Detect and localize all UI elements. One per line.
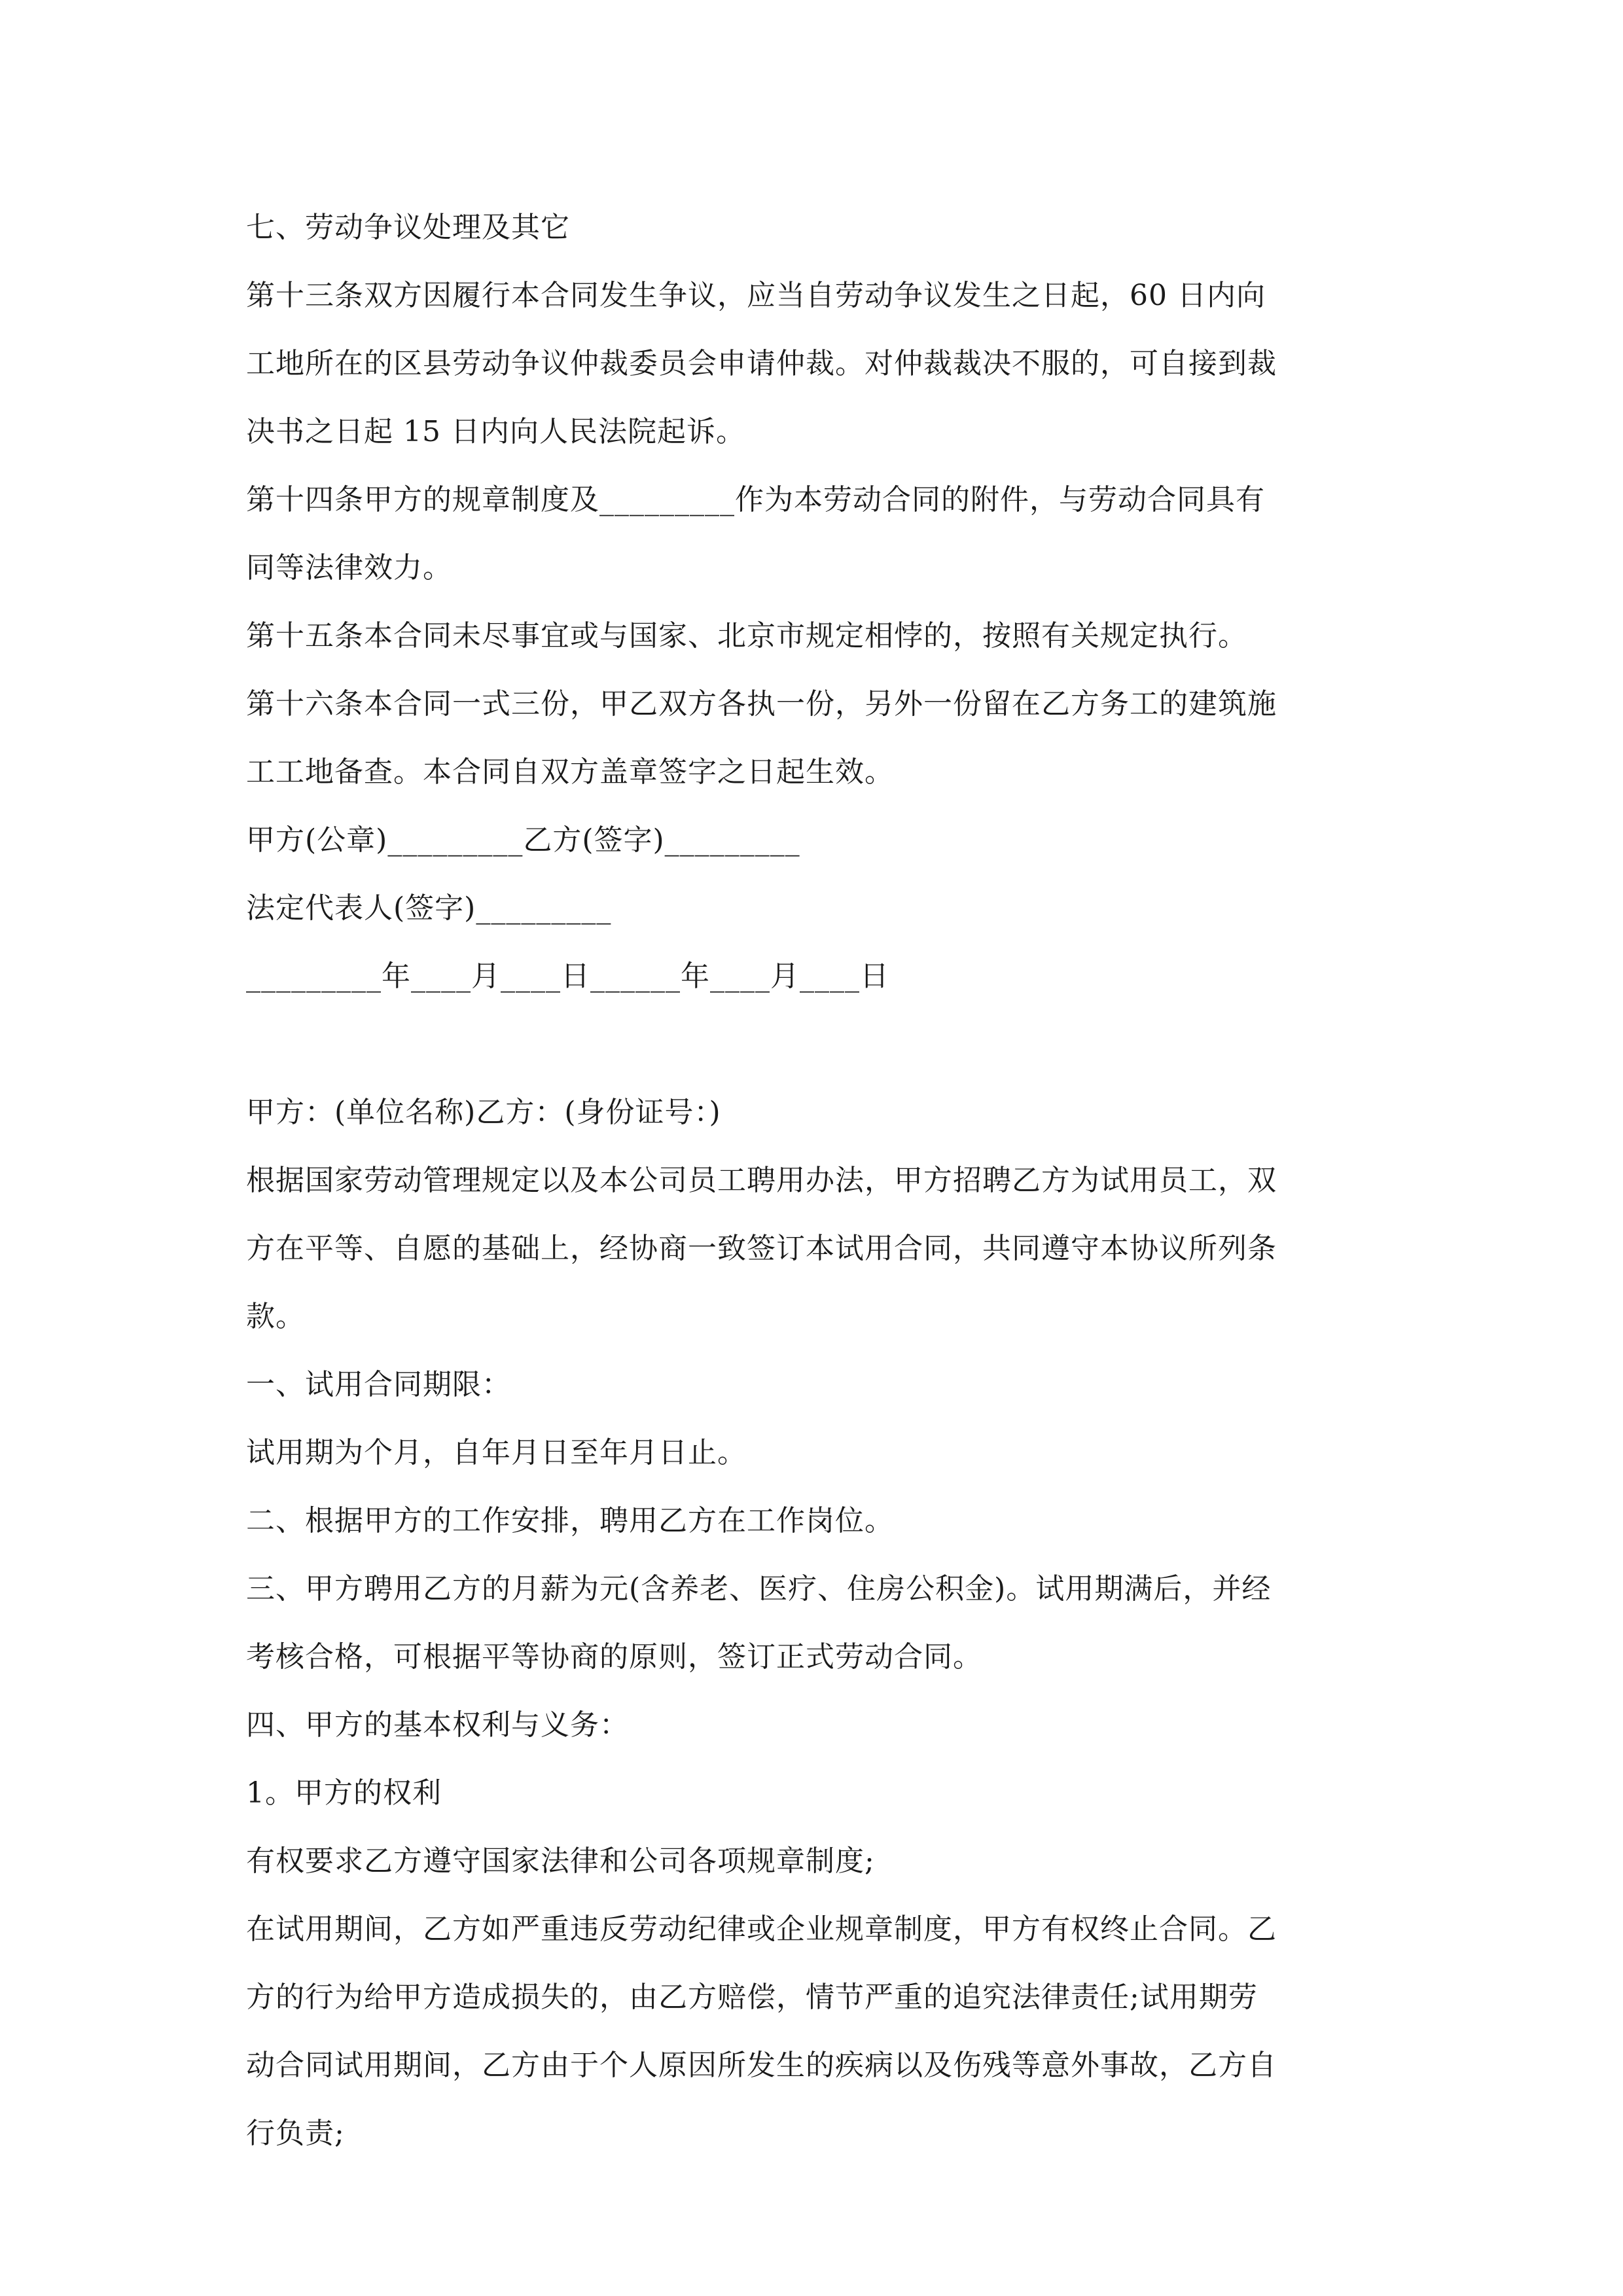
paragraph-line: 试用期为个月，自年月日至年月日止。 xyxy=(246,1436,747,1469)
paragraph-line: 三、甲方聘用乙方的月薪为元(含养老、医疗、住房公积金)。试用期满后，并经 xyxy=(246,1572,1272,1605)
paragraph-line: 第十五条本合同未尽事宜或与国家、北京市规定相悖的，按照有关规定执行。 xyxy=(246,619,1247,653)
paragraph-line: 方的行为给甲方造成损失的，由乙方赔偿，情节严重的追究法律责任;试用期劳 xyxy=(246,1981,1258,2014)
section-labor-dispute xyxy=(246,194,1387,1011)
paragraph-line: 第十六条本合同一式三份，甲乙双方各执一份，另外一份留在乙方务工的建筑施 xyxy=(246,687,1277,721)
paragraph-line: 决书之日起 15 日内向人民法院起诉。 xyxy=(246,415,745,448)
paragraph-line: 行负责; xyxy=(246,2117,345,2150)
section-gap xyxy=(246,1011,1387,1079)
paragraph-line: 工工地备查。本合同自双方盖章签字之日起生效。 xyxy=(246,755,894,789)
parties-line: 甲方：(单位名称)乙方：(身份证号：) xyxy=(246,1096,721,1129)
paragraph-line: 款。 xyxy=(246,1300,305,1333)
subsection-heading: 1。甲方的权利 xyxy=(246,1776,442,1810)
paragraph-line: 考核合格，可根据平等协商的原则，签订正式劳动合同。 xyxy=(246,1640,982,1674)
paragraph-line: 动合同试用期间，乙方由于个人原因所发生的疾病以及伤残等意外事故，乙方自 xyxy=(246,2049,1277,2082)
paragraph-line: 方在平等、自愿的基础上，经协商一致签订本试用合同，共同遵守本协议所列条 xyxy=(246,1232,1277,1265)
paragraph-line: 同等法律效力。 xyxy=(246,551,452,584)
document-page xyxy=(246,194,1387,2168)
date-line: _________年____月____日______年____月____日 xyxy=(246,960,889,993)
signature-line-parties: 甲方(公章)_________乙方(签字)_________ xyxy=(246,823,800,857)
paragraph-line: 在试用期间，乙方如严重违反劳动纪律或企业规章制度，甲方有权终止合同。乙 xyxy=(246,1912,1277,1946)
paragraph-line: 有权要求乙方遵守国家法律和公司各项规章制度; xyxy=(246,1844,875,1878)
paragraph-line: 工地所在的区县劳动争议仲裁委员会申请仲裁。对仲裁裁决不服的，可自接到裁 xyxy=(246,347,1277,380)
section-heading: 四、甲方的基本权利与义务： xyxy=(246,1708,629,1742)
section-heading: 二、根据甲方的工作安排，聘用乙方在工作岗位。 xyxy=(246,1504,894,1537)
section-heading: 七、劳动争议处理及其它 xyxy=(246,211,570,244)
paragraph-line: 根据国家劳动管理规定以及本公司员工聘用办法，甲方招聘乙方为试用员工，双 xyxy=(246,1164,1277,1197)
section-heading: 一、试用合同期限： xyxy=(246,1368,511,1401)
paragraph-line: 第十四条甲方的规章制度及_________作为本劳动合同的附件，与劳动合同具有 xyxy=(246,483,1265,516)
paragraph-line: 第十三条双方因履行本合同发生争议，应当自劳动争议发生之日起，60 日内向 xyxy=(246,279,1266,312)
signature-line-representative: 法定代表人(签字)_________ xyxy=(246,891,612,925)
section-probation-contract xyxy=(246,1079,1387,2168)
